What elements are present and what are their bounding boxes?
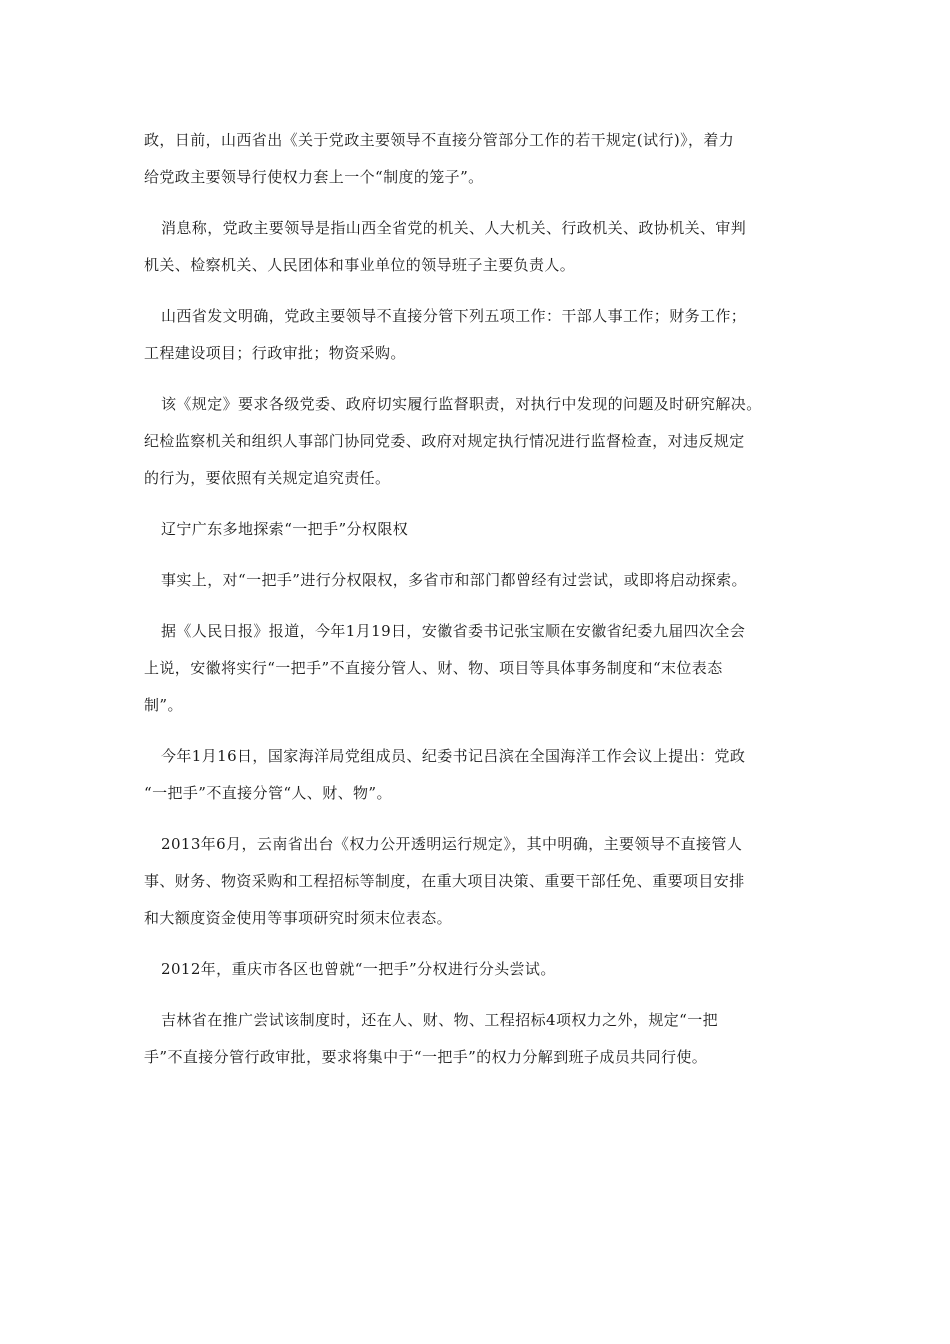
text-line: 给党政主要领导行使权力套上一个“制度的笼子”。 bbox=[144, 168, 484, 186]
text-line: 手”不直接分管行政审批，要求将集中于“一把手”的权力分解到班子成员共同行使。 bbox=[144, 1048, 708, 1066]
text-line: 工程建设项目；行政审批；物资采购。 bbox=[144, 344, 406, 362]
section-heading bbox=[144, 511, 814, 548]
text-line: 事实上，对“一把手”进行分权限权，多省市和部门都曾经有过尝试，或即将启动探索。 bbox=[161, 571, 747, 589]
text-line: 上说，安徽将实行“一把手”不直接分管人、财、物、项目等具体事务制度和“末位表态 bbox=[144, 659, 723, 677]
text-line: 吉林省在推广尝试该制度时，还在人、财、物、工程招标4项权力之外，规定“一把 bbox=[161, 1011, 719, 1029]
text-line: 消息称，党政主要领导是指山西全省党的机关、人大机关、行政机关、政协机关、审判 bbox=[161, 219, 747, 237]
paragraph-4 bbox=[144, 386, 814, 497]
paragraph-8 bbox=[144, 738, 814, 812]
text-line: “一把手”不直接分管“人、财、物”。 bbox=[144, 784, 392, 802]
paragraph-6 bbox=[144, 562, 814, 599]
text-line: 辽宁广东多地探索“一把手”分权限权 bbox=[161, 520, 409, 538]
text-line: 2012年，重庆市各区也曾就“一把手”分权进行分头尝试。 bbox=[161, 960, 556, 978]
text-line: 政，日前，山西省出《关于党政主要领导不直接分管部分工作的若干规定(试行)》，着力 bbox=[144, 131, 735, 149]
text-line: 2013年6月，云南省出台《权力公开透明运行规定》，其中明确，主要领导不直接管人 bbox=[161, 835, 743, 853]
paragraph-1 bbox=[144, 122, 814, 196]
paragraph-7 bbox=[144, 613, 814, 724]
paragraph-9 bbox=[144, 826, 814, 937]
document-page bbox=[144, 122, 814, 1076]
text-line: 据《人民日报》报道，今年1月19日，安徽省委书记张宝顺在安徽省纪委九届四次全会 bbox=[161, 622, 746, 640]
text-line: 的行为，要依照有关规定追究责任。 bbox=[144, 469, 391, 487]
paragraph-2 bbox=[144, 210, 814, 284]
text-line: 纪检监察机关和组织人事部门协同党委、政府对规定执行情况进行监督检查，对违反规定 bbox=[144, 432, 745, 450]
text-line: 事、财务、物资采购和工程招标等制度，在重大项目决策、重要干部任免、重要项目安排 bbox=[144, 872, 745, 890]
text-line: 和大额度资金使用等事项研究时须末位表态。 bbox=[144, 909, 453, 927]
text-line: 机关、检察机关、人民团体和事业单位的领导班子主要负责人。 bbox=[144, 256, 576, 274]
text-line: 山西省发文明确，党政主要领导不直接分管下列五项工作：干部人事工作；财务工作； bbox=[161, 307, 747, 325]
text-line: 该《规定》要求各级党委、政府切实履行监督职责，对执行中发现的问题及时研究解决。 bbox=[161, 395, 762, 413]
text-line: 今年1月16日，国家海洋局党组成员、纪委书记吕滨在全国海洋工作会议上提出：党政 bbox=[161, 747, 746, 765]
paragraph-11 bbox=[144, 1002, 814, 1076]
text-line: 制”。 bbox=[144, 696, 183, 714]
paragraph-3 bbox=[144, 298, 814, 372]
paragraph-10 bbox=[144, 951, 814, 988]
